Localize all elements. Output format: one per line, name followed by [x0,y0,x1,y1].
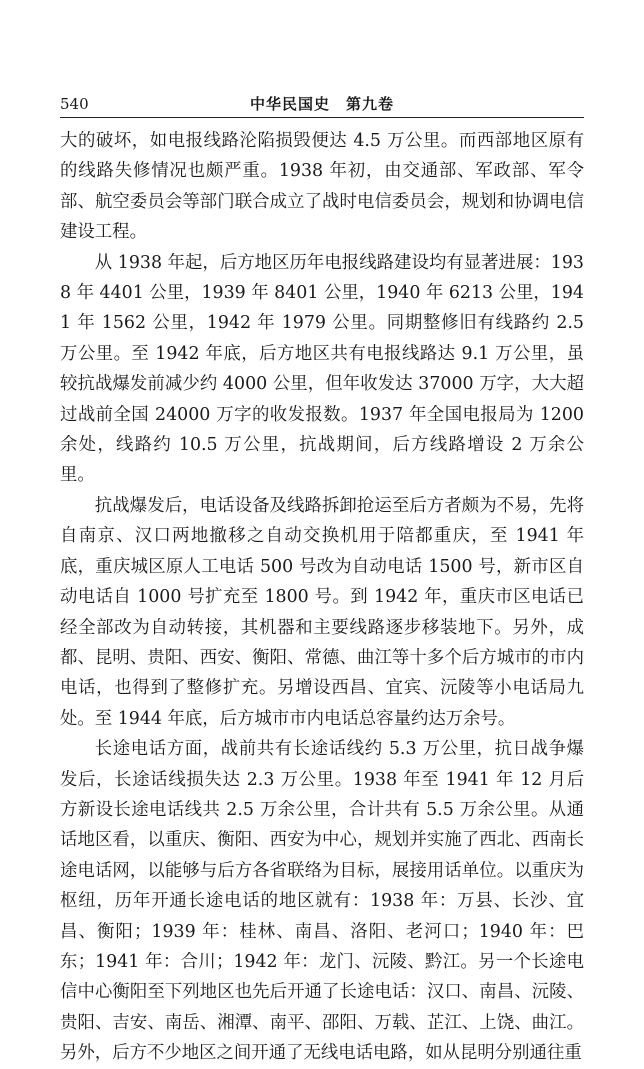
body-text [60,126,584,1069]
book-page [60,92,584,1064]
paragraph-continued: 大的破坏，如电报线路沦陷损毁便达 4.5 万公里。而西部地区原有的线路失修情况也颇严重。1938 年初，由交通部、军政部、军令部、航空委员会等部门联合成立了战时电信委员会，规划和协调电信建设工程。 [60,131,584,243]
header-rule [60,117,584,118]
running-title: 中华民国史 第九卷 [249,95,394,113]
paragraph-long-distance-telephones: 长途电话方面，战前共有长途话线约 5.3 万公里，抗日战争爆发后，长途话线损失达 2.3 万公里。1938 年至 1941 年 12 月后方新设长途电话线共 2.5 万余公里，合计共有 5.5 万余公里。从通话地区看，以重庆、衡阳、西安为中心，规划并实施了西北、西南长途电话网，以能够与后方各省联络为目标，展接用话单位。以重庆为枢纽，历年开通长途电话的地区就有：1938 年：万县、长沙、宜昌、衡阳；1939 年：桂林、南昌、洛阳、老河口；1940 年：巴东；1941 年：合川；1942 年：龙门、沅陵、黔江。另一个长途电信中心衡阳至下列地区也先后开通了长途电话：汉口、南昌、沅陵、贵阳、吉安、南岳、湘潭、南平、邵阳、万载、芷江、上饶、曲江。另外，后方不少地区之间开通了无线电话电路，如从昆明分别通往重 [60,739,584,1064]
paragraph-city-telephones: 抗战爆发后，电话设备及线路拆卸抢运至后方者颇为不易，先将自南京、汉口两地撤移之自动交换机用于陪都重庆，至 1941 年底，重庆城区原人工电话 500 号改为自动电话 1500 号，新市区自动电话自 1000 号扩充至 1800 号。到 1942 年，重庆市区电话已经全部改为自动转接，其机器和主要线路逐步移装地下。另外，成都、昆明、贵阳、西安、衡阳、常德、曲江等十多个后方城市的市内电话，也得到了整修扩充。另增设西昌、宜宾、沅陵等小电话局九处。至 1944 年底，后方城市市内电话总容量约达万余号。 [60,495,584,729]
paragraph-telegraph-lines: 从 1938 年起，后方地区历年电报线路建设均有显著进展：1938 年 4401 公里，1939 年 8401 公里，1940 年 6213 公里，1941 年 1562 公里，1942 年 1979 公里。同期整修旧有线路约 2.5 万公里。至 1942 年底，后方地区共有电报线路达 9.1 万公里，虽较抗战爆发前减少约 4000 公里，但年收发达 37000 万字，大大超过战前全国 24000 万字的收发报数。1937 年全国电报局为 1200 余处，线路约 10.5 万公里，抗战期间，后方线路增设 2 万余公里。 [60,252,584,486]
page-header [60,92,584,116]
page-number: 540 [60,95,89,113]
